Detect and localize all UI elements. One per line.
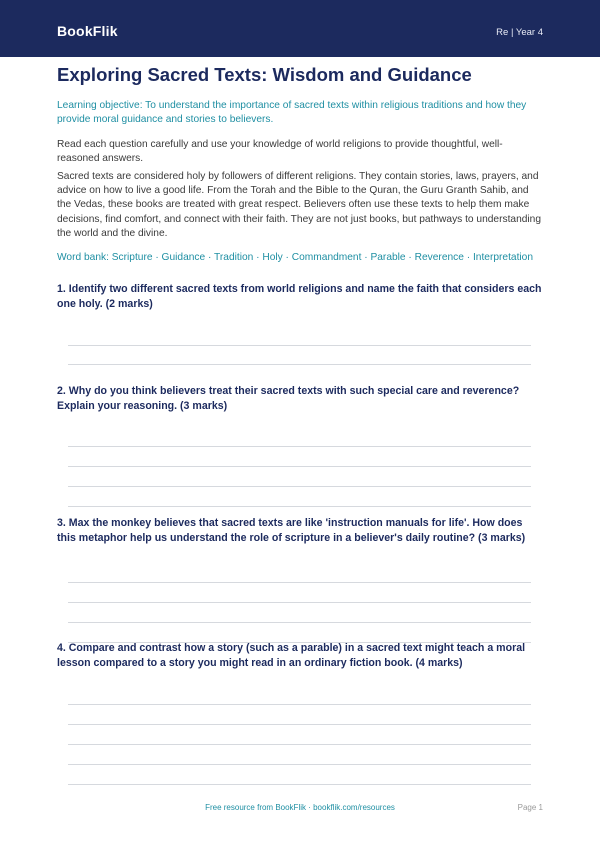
answer-line[interactable] (68, 622, 531, 623)
learning-objective: Learning objective: To understand the importance of sacred texts within religious traditions and how they provide moral guidance and stories to believers. (57, 100, 527, 125)
brand-logo-text: BookFlik (57, 23, 118, 39)
instructions-text: Read each question carefully and use your knowledge of world religions to provide thoughtful, well-reasoned answers. (57, 139, 503, 164)
page-title: Exploring Sacred Texts: Wisdom and Guidance (57, 64, 472, 85)
word-bank: Word bank: Scripture · Guidance · Tradition · Holy · Commandment · Parable · Reverence · Interpretation (57, 252, 533, 263)
answer-line[interactable] (68, 784, 531, 785)
answer-line[interactable] (68, 446, 531, 447)
question-3: 3. Max the monkey believes that sacred texts are like 'instruction manuals for life'. How does this metaphor help us understand the role of scripture in a believer's daily routine? (3 marks) (57, 517, 526, 544)
page-header (0, 0, 600, 57)
answer-line[interactable] (68, 582, 531, 583)
question-1: 1. Identify two different sacred texts from world religions and name the faith that considers each one holy. (2 marks) (57, 283, 542, 310)
answer-line[interactable] (68, 704, 531, 705)
answer-line[interactable] (68, 364, 531, 365)
answer-line[interactable] (68, 744, 531, 745)
answer-line[interactable] (68, 486, 531, 487)
page-number: Page 1 (517, 803, 543, 812)
footer-credit: Free resource from BookFlik · bookflik.com/resources (205, 803, 395, 812)
answer-line[interactable] (68, 466, 531, 467)
answer-line[interactable] (68, 345, 531, 346)
answer-line[interactable] (68, 724, 531, 725)
question-2: 2. Why do you think believers treat their sacred texts with such special care and reverence? Explain your reasoning. (3 marks) (57, 385, 520, 412)
reading-passage: Sacred texts are considered holy by followers of different religions. They contain stories, laws, prayers, and advice on how to live a good life. From the Torah and the Bible to the Quran, the Guru Granth Sahib, and the Vedas, these books are treated with great respect. Believers often use these texts to help them make decisions, find comfort, and connect with their faith. They are not just books, but pathways to understanding the world and the divine. (57, 171, 541, 239)
answer-line[interactable] (68, 764, 531, 765)
answer-line[interactable] (68, 602, 531, 603)
question-4: 4. Compare and contrast how a story (such as a parable) in a sacred text might teach a moral lesson compared to a story you might read in an ordinary fiction book. (4 marks) (57, 642, 526, 669)
subject-year-label: Re | Year 4 (496, 27, 543, 38)
answer-line[interactable] (68, 506, 531, 507)
